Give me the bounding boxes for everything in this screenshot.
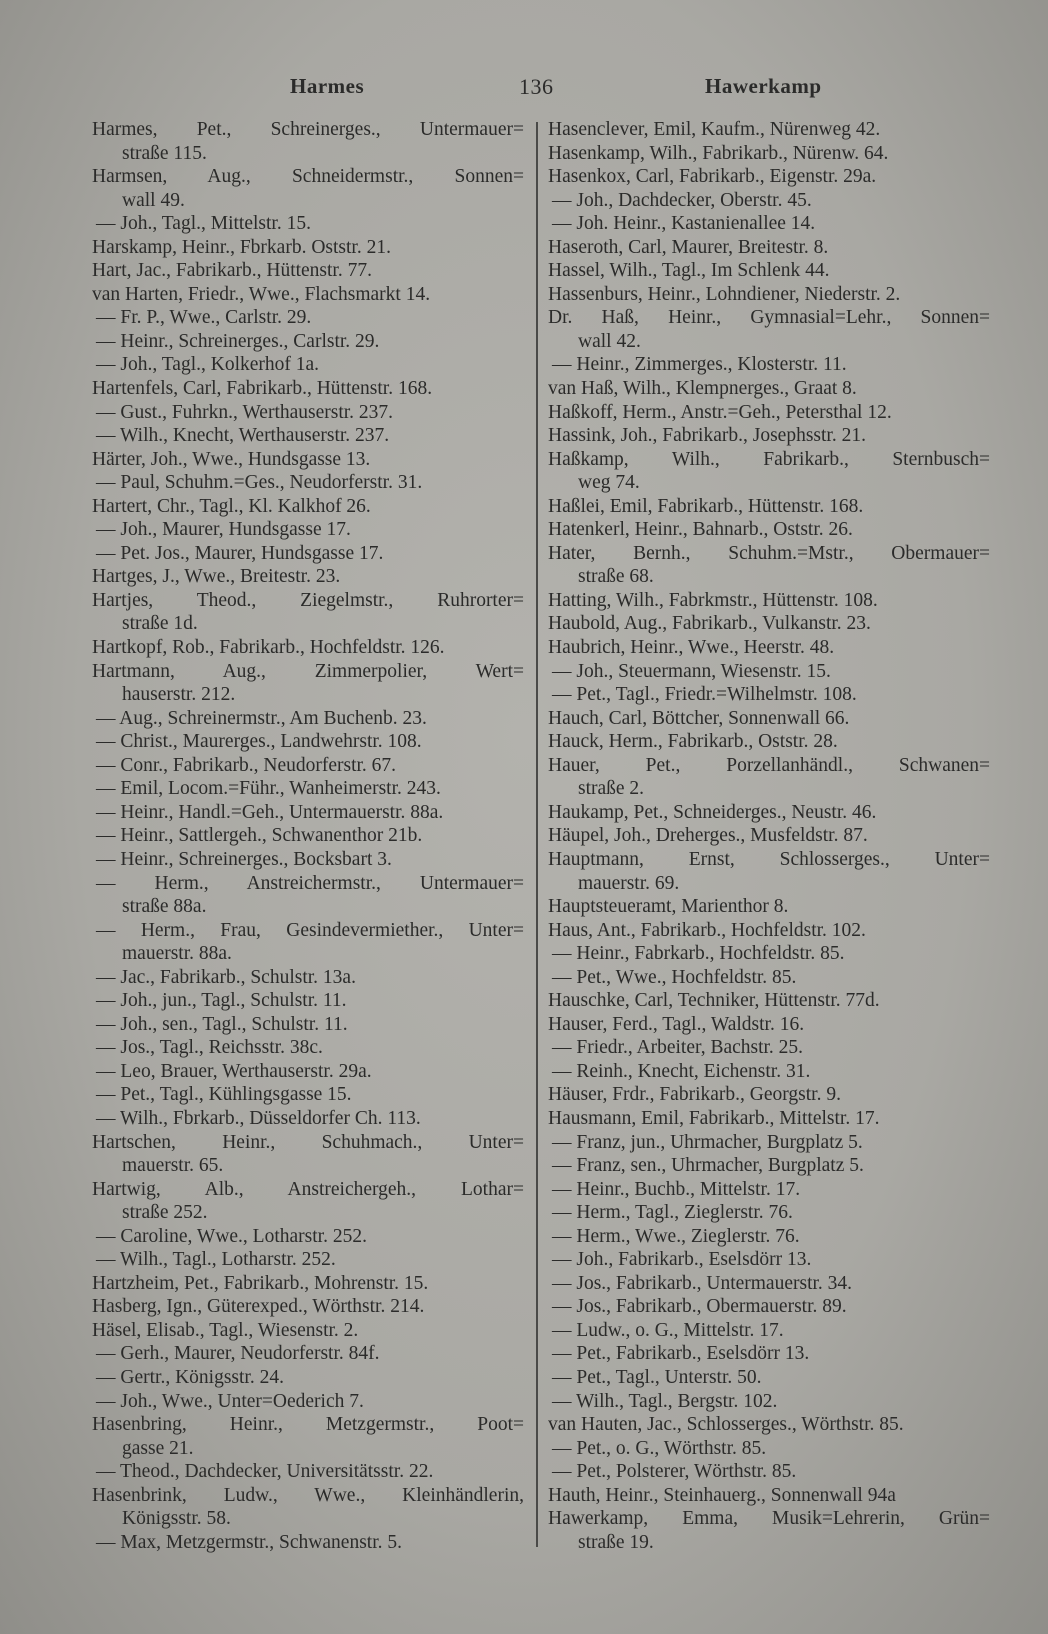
directory-entry: [548, 801, 990, 825]
directory-entry: [92, 118, 524, 165]
directory-entry: [92, 1531, 524, 1555]
directory-entry: [92, 518, 524, 542]
directory-entry: [548, 1178, 990, 1202]
directory-entry: [548, 1437, 990, 1461]
entry-line: — Jac., Fabrikarb., Schulstr. 13a.: [96, 966, 356, 988]
directory-entry: [92, 872, 524, 919]
directory-entry: [548, 283, 990, 307]
directory-entry: [548, 589, 990, 613]
entry-line: Härter, Joh., Wwe., Hundsgasse 13.: [92, 448, 371, 470]
directory-entry: [548, 660, 990, 684]
directory-entry: [92, 330, 524, 354]
directory-entry: [92, 1225, 524, 1249]
directory-entry: [548, 1460, 990, 1484]
entry-line: Haukamp, Pet., Schneiderges., Neustr. 46.: [548, 801, 877, 823]
entry-continuation-line: straße 19.: [578, 1531, 654, 1553]
entry-line: Hauth, Heinr., Steinhauerg., Sonnenwall 94a: [548, 1484, 896, 1506]
entry-line: Hatting, Wilh., Fabrkmstr., Hüttenstr. 108.: [548, 589, 878, 611]
entry-line: — Heinr., Schreinerges., Bocksbart 3.: [96, 848, 392, 870]
entry-line: — Heinr., Schreinerges., Carlstr. 29.: [96, 330, 380, 352]
entry-line: — Reinh., Knecht, Eichenstr. 31.: [552, 1060, 811, 1082]
entry-continuation-line: straße 68.: [578, 566, 654, 588]
directory-entry: [92, 1295, 524, 1319]
column-divider: [536, 122, 538, 1547]
entry-line: — Gust., Fuhrkn., Werthauserstr. 237.: [96, 401, 394, 423]
directory-entry: [92, 1484, 524, 1531]
directory-entry: [92, 1107, 524, 1131]
directory-entry: [92, 1366, 524, 1390]
directory-entry: [548, 259, 990, 283]
directory-entry: [92, 495, 524, 519]
directory-entry: [548, 542, 990, 589]
directory-entry: [548, 636, 990, 660]
directory-entry: [548, 1083, 990, 1107]
entry-continuation-line: mauerstr. 69.: [578, 872, 680, 894]
directory-entry: [92, 1060, 524, 1084]
directory-entry: [548, 1131, 990, 1155]
entry-line: Haseroth, Carl, Maurer, Breitestr. 8.: [548, 236, 829, 258]
entry-line: — Joh., Tagl., Mittelstr. 15.: [96, 213, 311, 235]
directory-entry: [548, 189, 990, 213]
directory-entry: [548, 707, 990, 731]
entry-continuation-line: straße 1d.: [122, 613, 198, 635]
directory-entry: [548, 1272, 990, 1296]
directory-entry: [548, 377, 990, 401]
entry-line: — Paul, Schuhm.=Ges., Neudorferstr. 31.: [96, 472, 423, 494]
directory-entry: [92, 565, 524, 589]
entry-line: Hartert, Chr., Tagl., Kl. Kalkhof 26.: [92, 495, 371, 517]
entry-line: — Joh., Fabrikarb., Eselsdörr 13.: [552, 1249, 812, 1271]
entry-line: Hartkopf, Rob., Fabrikarb., Hochfeldstr. 126.: [92, 637, 445, 659]
directory-entry: [92, 801, 524, 825]
page-number: 136: [519, 74, 554, 99]
entry-line: — Herm., Wwe., Zieglerstr. 76.: [552, 1225, 800, 1247]
directory-entry: [92, 1272, 524, 1296]
right-column: [548, 118, 990, 1554]
directory-entry: [548, 212, 990, 236]
directory-entry: [92, 1131, 524, 1178]
entry-continuation-line: straße 88a.: [122, 896, 207, 918]
directory-entry: [92, 542, 524, 566]
directory-entry: [548, 1342, 990, 1366]
directory-entry: [92, 1342, 524, 1366]
directory-entry: [92, 1413, 524, 1460]
entry-line: — Herm., Anstreichermstr., Untermauer=: [96, 872, 524, 894]
entry-line: — Joh., Wwe., Unter=Oederich 7.: [96, 1390, 364, 1412]
directory-entry: [548, 848, 990, 895]
directory-entry: [548, 683, 990, 707]
entry-line: Hartjes, Theod., Ziegelmstr., Ruhrorter=: [92, 589, 524, 611]
directory-entry: [548, 1107, 990, 1131]
entry-line: — Wilh., Tagl., Bergstr. 102.: [552, 1390, 778, 1412]
directory-entry: [92, 377, 524, 401]
entry-line: — Wilh., Tagl., Lotharstr. 252.: [96, 1249, 336, 1271]
entry-line: — Joh., sen., Tagl., Schulstr. 11.: [96, 1013, 348, 1035]
directory-entry: [548, 730, 990, 754]
entry-line: Hartzheim, Pet., Fabrikarb., Mohrenstr. 15.: [92, 1272, 429, 1294]
entry-line: Häuser, Frdr., Fabrikarb., Georgstr. 9.: [548, 1084, 841, 1106]
entry-line: — Pet., o. G., Wörthstr. 85.: [552, 1437, 767, 1459]
left-column: [92, 118, 524, 1554]
entry-line: Haubrich, Heinr., Wwe., Heerstr. 48.: [548, 637, 835, 659]
directory-entry: [92, 1083, 524, 1107]
directory-entry: [548, 236, 990, 260]
entry-line: Hauer, Pet., Porzellanhändl., Schwanen=: [548, 754, 990, 776]
directory-entry: [92, 966, 524, 990]
directory-entry: [92, 165, 524, 212]
directory-entry: [548, 1013, 990, 1037]
entry-line: — Pet., Tagl., Unterstr. 50.: [552, 1366, 762, 1388]
entry-line: — Pet., Wwe., Hochfeldstr. 85.: [552, 966, 797, 988]
entry-line: Hauptsteueramt, Marienthor 8.: [548, 896, 789, 918]
entry-line: — Franz, sen., Uhrmacher, Burgplatz 5.: [552, 1155, 864, 1177]
directory-entry: [92, 236, 524, 260]
directory-entry: [92, 353, 524, 377]
entry-line: van Harten, Friedr., Wwe., Flachsmarkt 14.: [92, 283, 431, 305]
directory-entry: [548, 1248, 990, 1272]
entry-continuation-line: straße 2.: [578, 778, 645, 800]
directory-entry: [548, 142, 990, 166]
directory-entry: [548, 1225, 990, 1249]
entry-line: Haßkamp, Wilh., Fabrikarb., Sternbusch=: [548, 448, 990, 470]
entry-line: Hauptmann, Ernst, Schlosserges., Unter=: [548, 848, 990, 870]
entry-line: Haubold, Aug., Fabrikarb., Vulkanstr. 23.: [548, 613, 871, 635]
entry-line: Harmes, Pet., Schreinerges., Untermauer=: [92, 119, 524, 140]
entry-line: Hasenkox, Carl, Fabrikarb., Eigenstr. 29a.: [548, 166, 877, 188]
directory-entry: [548, 1484, 990, 1508]
entry-line: Hawerkamp, Emma, Musik=Lehrerin, Grün=: [548, 1508, 990, 1530]
entry-line: — Pet., Tagl., Friedr.=Wilhelmstr. 108.: [552, 684, 857, 706]
entry-line: — Joh., Steuermann, Wiesenstr. 15.: [552, 660, 831, 682]
entry-line: Hater, Bernh., Schuhm.=Mstr., Obermauer=: [548, 542, 990, 564]
directory-entry: [548, 919, 990, 943]
directory-entry: [92, 283, 524, 307]
entry-continuation-line: straße 115.: [122, 142, 207, 164]
directory-entry: [548, 118, 990, 142]
entry-line: — Gertr., Königsstr. 24.: [96, 1366, 284, 1388]
entry-continuation-line: weg 74.: [578, 472, 640, 494]
directory-entry: [548, 1319, 990, 1343]
entry-continuation-line: Königsstr. 58.: [122, 1508, 231, 1530]
entry-line: — Joh., jun., Tagl., Schulstr. 11.: [96, 990, 347, 1012]
entry-line: Hassenburs, Heinr., Lohndiener, Niederstr. 2.: [548, 283, 901, 305]
entry-line: Dr. Haß, Heinr., Gymnasial=Lehr., Sonnen=: [548, 307, 990, 329]
running-head-last-entry: Hawerkamp: [705, 74, 822, 98]
entry-line: — Jos., Tagl., Reichsstr. 38c.: [96, 1037, 323, 1059]
entry-line: — Heinr., Zimmerges., Klosterstr. 11.: [552, 354, 847, 376]
entry-continuation-line: hauserstr. 212.: [122, 684, 236, 706]
entry-line: Hauck, Herm., Fabrikarb., Oststr. 28.: [548, 731, 838, 753]
entry-line: — Jos., Fabrikarb., Obermauerstr. 89.: [552, 1296, 847, 1318]
entry-line: — Wilh., Fbrkarb., Düsseldorfer Ch. 113.: [96, 1107, 421, 1129]
entry-line: Hauch, Carl, Böttcher, Sonnenwall 66.: [548, 707, 850, 729]
entry-line: van Hauten, Jac., Schlosserges., Wörthstr. 85.: [548, 1414, 904, 1436]
entry-line: — Conr., Fabrikarb., Neudorferstr. 67.: [96, 754, 397, 776]
directory-entry: [92, 1460, 524, 1484]
directory-entry: [92, 989, 524, 1013]
directory-entry: [548, 1154, 990, 1178]
directory-entry: [92, 754, 524, 778]
directory-entry: [548, 824, 990, 848]
entry-line: Hart, Jac., Fabrikarb., Hüttenstr. 77.: [92, 260, 372, 282]
entry-line: — Fr. P., Wwe., Carlstr. 29.: [96, 307, 312, 329]
entry-line: — Heinr., Sattlergeh., Schwanenthor 21b.: [96, 825, 423, 847]
directory-entry: [92, 424, 524, 448]
entry-line: Hauser, Ferd., Tagl., Waldstr. 16.: [548, 1013, 805, 1035]
entry-continuation-line: wall 42.: [578, 330, 641, 352]
directory-entry: [92, 730, 524, 754]
entry-line: — Joh., Tagl., Kolkerhof 1a.: [96, 354, 320, 376]
entry-line: Hartenfels, Carl, Fabrikarb., Hüttenstr. 168.: [92, 378, 433, 400]
directory-entry: [92, 1319, 524, 1343]
entry-line: — Heinr., Buchb., Mittelstr. 17.: [552, 1178, 801, 1200]
entry-line: — Theod., Dachdecker, Universitätsstr. 22.: [96, 1461, 434, 1483]
entry-line: Hasenclever, Emil, Kaufm., Nürenweg 42.: [548, 119, 881, 140]
directory-entry: [548, 1060, 990, 1084]
entry-line: Hatenkerl, Heinr., Bahnarb., Oststr. 26.: [548, 519, 853, 541]
directory-entry: [548, 754, 990, 801]
entry-line: — Pet. Jos., Maurer, Hundsgasse 17.: [96, 542, 384, 564]
entry-line: — Wilh., Knecht, Werthauserstr. 237.: [96, 425, 390, 447]
entry-line: Hasenbrink, Ludw., Wwe., Kleinhändlerin,: [92, 1484, 524, 1506]
directory-entry: [548, 518, 990, 542]
entry-line: — Ludw., o. G., Mittelstr. 17.: [552, 1319, 784, 1341]
directory-entry: [92, 777, 524, 801]
directory-entry: [92, 306, 524, 330]
entry-line: — Joh., Dachdecker, Oberstr. 45.: [552, 189, 812, 211]
entry-line: — Pet., Tagl., Kühlingsgasse 15.: [96, 1084, 352, 1106]
directory-entry: [92, 401, 524, 425]
entry-line: Hasberg, Ign., Güterexped., Wörthstr. 214.: [92, 1296, 425, 1318]
directory-entry: [548, 495, 990, 519]
entry-continuation-line: wall 49.: [122, 189, 185, 211]
directory-entry: [548, 401, 990, 425]
entry-line: Hauschke, Carl, Techniker, Hüttenstr. 77d.: [548, 990, 880, 1012]
directory-entry: [92, 471, 524, 495]
entry-line: — Jos., Fabrikarb., Untermauerstr. 34.: [552, 1272, 853, 1294]
entry-line: — Pet., Fabrikarb., Eselsdörr 13.: [552, 1343, 810, 1365]
directory-entry: [92, 848, 524, 872]
directory-entry: [548, 424, 990, 448]
entry-line: Hartwig, Alb., Anstreichergeh., Lothar=: [92, 1178, 524, 1200]
directory-entry: [92, 824, 524, 848]
entry-line: Hausmann, Emil, Fabrikarb., Mittelstr. 17.: [548, 1107, 880, 1129]
entry-line: Harskamp, Heinr., Fbrkarb. Oststr. 21.: [92, 236, 391, 258]
entry-line: Harmsen, Aug., Schneidermstr., Sonnen=: [92, 166, 524, 188]
directory-entry: [548, 1366, 990, 1390]
entry-line: — Gerh., Maurer, Neudorferstr. 84f.: [96, 1343, 380, 1365]
directory-entry: [548, 1413, 990, 1437]
entry-line: Haßkoff, Herm., Anstr.=Geh., Petersthal 12.: [548, 401, 892, 423]
directory-entry: [92, 1178, 524, 1225]
entry-line: — Aug., Schreinermstr., Am Buchenb. 23.: [96, 707, 427, 729]
directory-entry: [548, 448, 990, 495]
running-head-first-entry: Harmes: [290, 74, 365, 98]
entry-line: — Caroline, Wwe., Lotharstr. 252.: [96, 1225, 367, 1247]
entry-line: Hartschen, Heinr., Schuhmach., Unter=: [92, 1131, 524, 1153]
entry-line: — Pet., Polsterer, Wörthstr. 85.: [552, 1461, 797, 1483]
directory-entry: [92, 636, 524, 660]
entry-line: Hassel, Wilh., Tagl., Im Schlenk 44.: [548, 260, 830, 282]
entry-line: Häupel, Joh., Dreherges., Musfeldstr. 87.: [548, 825, 868, 847]
entry-continuation-line: straße 252.: [122, 1202, 208, 1224]
entry-line: — Joh., Maurer, Hundsgasse 17.: [96, 519, 351, 541]
entry-line: — Leo, Brauer, Werthauserstr. 29a.: [96, 1060, 372, 1082]
directory-entry: [548, 942, 990, 966]
directory-entry: [92, 212, 524, 236]
directory-entry: [92, 448, 524, 472]
entry-line: — Emil, Locom.=Führ., Wanheimerstr. 243.: [96, 778, 441, 800]
directory-entry: [548, 1390, 990, 1414]
entry-line: — Friedr., Arbeiter, Bachstr. 25.: [552, 1037, 804, 1059]
entry-line: van Haß, Wilh., Klempnerges., Graat 8.: [548, 378, 857, 400]
entry-line: — Max, Metzgermstr., Schwanenstr. 5.: [96, 1531, 402, 1553]
directory-entry: [92, 1248, 524, 1272]
directory-entry: [92, 1013, 524, 1037]
directory-entry: [548, 966, 990, 990]
entry-continuation-line: mauerstr. 88a.: [122, 943, 232, 965]
directory-entry: [92, 589, 524, 636]
directory-entry: [548, 1036, 990, 1060]
directory-entry: [548, 1201, 990, 1225]
entry-line: — Herm., Frau, Gesindevermiether., Unter=: [96, 919, 524, 941]
entry-line: Hasenbring, Heinr., Metzgermstr., Poot=: [92, 1414, 524, 1436]
directory-entry: [548, 612, 990, 636]
directory-entry: [548, 165, 990, 189]
directory-entry: [548, 1295, 990, 1319]
directory-entry: [92, 919, 524, 966]
entry-line: — Christ., Maurerges., Landwehrstr. 108.: [96, 731, 422, 753]
entry-line: Haßlei, Emil, Fabrikarb., Hüttenstr. 168.: [548, 495, 864, 517]
directory-entry: [548, 1507, 990, 1554]
directory-entry: [92, 1036, 524, 1060]
directory-entry: [92, 707, 524, 731]
directory-entry: [92, 660, 524, 707]
directory-entry: [548, 989, 990, 1013]
entry-line: Häsel, Elisab., Tagl., Wiesenstr. 2.: [92, 1319, 359, 1341]
entry-line: Hartmann, Aug., Zimmerpolier, Wert=: [92, 660, 524, 682]
directory-entry: [92, 1390, 524, 1414]
directory-entry: [548, 353, 990, 377]
entry-line: — Franz, jun., Uhrmacher, Burgplatz 5.: [552, 1131, 863, 1153]
entry-line: — Heinr., Handl.=Geh., Untermauerstr. 88a.: [96, 801, 444, 823]
entry-continuation-line: mauerstr. 65.: [122, 1155, 224, 1177]
entry-line: Haus, Ant., Fabrikarb., Hochfeldstr. 102.: [548, 919, 866, 941]
entry-line: — Herm., Tagl., Zieglerstr. 76.: [552, 1202, 793, 1224]
entry-line: — Heinr., Fabrkarb., Hochfeldstr. 85.: [552, 943, 845, 965]
entry-continuation-line: gasse 21.: [122, 1437, 194, 1459]
entry-line: Hartges, J., Wwe., Breitestr. 23.: [92, 566, 341, 588]
directory-entry: [548, 895, 990, 919]
directory-entry: [548, 306, 990, 353]
entry-line: Hassink, Joh., Fabrikarb., Josephsstr. 21.: [548, 425, 866, 447]
entry-line: — Joh. Heinr., Kastanienallee 14.: [552, 213, 816, 235]
entry-line: Hasenkamp, Wilh., Fabrikarb., Nürenw. 64.: [548, 142, 889, 164]
directory-entry: [92, 259, 524, 283]
